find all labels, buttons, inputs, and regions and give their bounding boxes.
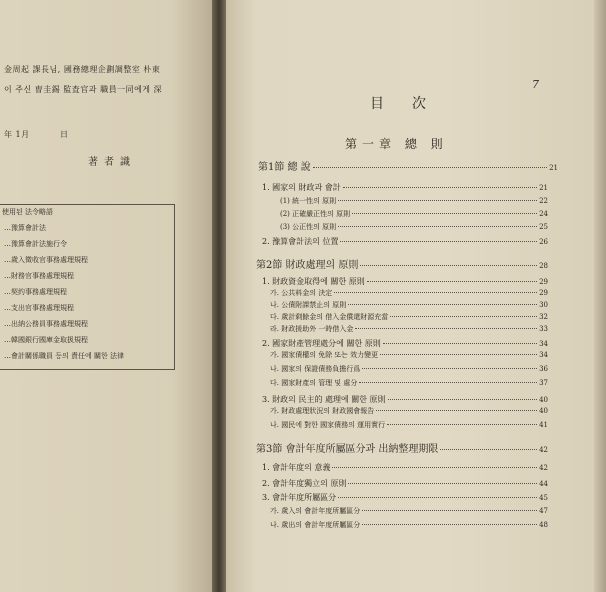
- abbreviation-item: …財務官事務處理規程: [4, 272, 74, 280]
- toc-entry-label: (2) 正確嚴正性의 原則: [280, 210, 351, 218]
- toc-entry[interactable]: [270, 364, 548, 374]
- toc-section-title: 第2節 財政處理의 原則: [256, 260, 359, 271]
- toc-page: 29: [539, 278, 548, 286]
- toc-entry-label: 다. 歲計剩餘金의 借入金償還財源充當: [270, 313, 389, 321]
- toc-page: 40: [539, 407, 548, 415]
- toc-entry-label: 가. 國家債權의 免除 또는 效力變更: [270, 351, 379, 359]
- preface-line-1: 金周起 課長님, 國務總理企劃調整室 朴東: [4, 65, 161, 74]
- toc-leader: [376, 410, 537, 411]
- toc-page: 37: [539, 379, 548, 387]
- toc-entry-label: 나. 國家의 保證債務負擔行爲: [270, 365, 361, 373]
- chapter-heading: 第一章 總 則: [345, 137, 448, 151]
- toc-entry[interactable]: [262, 276, 548, 286]
- toc-entry-label: 가. 歲入의 會計年度所屬區分: [270, 507, 361, 515]
- toc-entry[interactable]: [280, 209, 548, 219]
- toc-leader: [348, 483, 537, 484]
- abbreviation-item: …韓國銀行國庫金取扱規程: [4, 336, 88, 344]
- toc-page: 21: [539, 184, 548, 192]
- abbreviation-item: …支出官事務處理規程: [4, 304, 74, 312]
- toc-entry[interactable]: [270, 378, 548, 388]
- toc-leader: [352, 213, 537, 214]
- toc-page: 44: [539, 480, 548, 488]
- toc-entry-label: 2. 國家財產管理處分에 關한 原則: [262, 339, 381, 348]
- toc-entry[interactable]: [262, 462, 548, 472]
- toc-entry-label: (1) 統一性의 原則: [280, 197, 337, 205]
- toc-entry[interactable]: [270, 288, 548, 298]
- toc-entry-label: (3) 公正性의 原則: [280, 223, 337, 231]
- abbreviations-title: 使用된 法令略語: [2, 207, 56, 217]
- toc-page: 30: [539, 301, 548, 309]
- toc-entry-label: 2. 會計年度獨立의 原則: [262, 479, 347, 488]
- toc-leader: [362, 368, 537, 369]
- toc-page: 24: [539, 210, 548, 218]
- toc-leader: [380, 354, 537, 355]
- toc-entry-label: 1. 會計年度의 意義: [262, 463, 331, 472]
- toc-leader: [362, 524, 537, 525]
- toc-entry-label: 라. 財政援助外 一時借入金: [270, 325, 354, 333]
- toc-page: 29: [539, 289, 548, 297]
- toc-entry-label: 가. 公共料金의 決定: [270, 289, 333, 297]
- toc-page: 42: [539, 464, 548, 472]
- toc-page: 34: [539, 351, 548, 359]
- toc-leader: [343, 187, 537, 188]
- toc-page: 21: [549, 164, 558, 172]
- toc-entry[interactable]: [270, 520, 548, 530]
- toc-entry-label: 1. 財政資金取得에 關한 原則: [262, 277, 365, 286]
- toc-leader: [362, 510, 537, 511]
- toc-entry-label: 나. 公債附課禁止의 原則: [270, 301, 347, 309]
- left-page: [0, 0, 214, 592]
- toc-leader: [338, 200, 537, 201]
- page-number: 7: [532, 78, 539, 91]
- abbreviation-item: …豫算會計法: [4, 224, 46, 232]
- toc-leader: [359, 382, 537, 383]
- toc-entry[interactable]: [262, 394, 548, 404]
- toc-page: 41: [539, 421, 548, 429]
- abbreviation-item: …契約事務處理規程: [4, 288, 67, 296]
- toc-leader: [387, 424, 537, 425]
- toc-page: 32: [539, 313, 548, 321]
- toc-section-title: 第1節 總 說: [258, 162, 311, 173]
- toc-leader: [338, 497, 537, 498]
- toc-entry[interactable]: [270, 406, 548, 416]
- toc-leader: [334, 292, 537, 293]
- toc-page: 26: [539, 238, 548, 246]
- toc-leader: [355, 328, 537, 329]
- toc-entry-label: 다. 國家財產의 管理 및 處分: [270, 379, 358, 387]
- toc-entry[interactable]: [270, 300, 548, 310]
- toc-entry[interactable]: [280, 222, 548, 232]
- toc-section[interactable]: [256, 440, 548, 455]
- toc-entry[interactable]: [270, 312, 548, 322]
- abbreviations-box: [0, 204, 175, 370]
- toc-section[interactable]: [256, 256, 548, 271]
- toc-entry-label: 3. 會計年度所屬區分: [262, 493, 337, 502]
- preface-line-2: 이 주신 曺圭錫 監査官과 職員一同에게 深: [4, 85, 163, 94]
- toc-entry-label: 가. 財政處理狀況의 財政國會報告: [270, 407, 375, 415]
- author-signature: 著者識: [88, 157, 136, 168]
- toc-page: 42: [539, 446, 548, 454]
- toc-entry[interactable]: [280, 196, 548, 206]
- preface-date-day: 日: [60, 130, 69, 139]
- toc-leader: [390, 316, 537, 317]
- preface-date-year: 年 1月: [4, 130, 30, 139]
- toc-page: 47: [539, 507, 548, 515]
- toc-entry[interactable]: [270, 506, 548, 516]
- toc-leader: [348, 304, 537, 305]
- toc-leader: [340, 241, 537, 242]
- toc-leader: [367, 281, 537, 282]
- toc-entry[interactable]: [262, 478, 548, 488]
- toc-title: 目次: [370, 96, 454, 112]
- toc-page: 33: [539, 325, 548, 333]
- toc-entry[interactable]: [262, 182, 548, 192]
- toc-entry-label: 1. 國家의 財政과 會計: [262, 183, 341, 192]
- toc-leader: [360, 265, 537, 266]
- toc-leader: [388, 399, 538, 400]
- toc-leader: [313, 167, 547, 168]
- toc-entry[interactable]: [262, 338, 548, 348]
- toc-entry[interactable]: [262, 236, 548, 246]
- toc-entry[interactable]: [270, 420, 548, 430]
- abbreviation-item: …會計關係職員 등의 責任에 關한 法律: [4, 352, 124, 360]
- toc-entry-label: 3. 財政의 民主的 處理에 關한 原則: [262, 395, 386, 404]
- toc-section-title: 第3節 會計年度所屬區分과 出納整理期限: [256, 444, 439, 455]
- toc-leader: [338, 226, 537, 227]
- toc-page: 25: [539, 223, 548, 231]
- toc-page: 45: [539, 494, 548, 502]
- toc-entry-label: 2. 豫算會計法의 位置: [262, 237, 339, 246]
- toc-page: 28: [539, 262, 548, 270]
- toc-entry-label: 나. 歲出의 會計年度所屬區分: [270, 521, 361, 529]
- abbreviation-item: …出納公務員事務處理規程: [4, 320, 88, 328]
- abbreviation-item: …歲入徵收官事務處理規程: [4, 256, 88, 264]
- toc-page: 36: [539, 365, 548, 373]
- toc-entry-label: 나. 國民에 對한 國家債務의 運用實行: [270, 421, 386, 429]
- abbreviation-item: …豫算會計法施行令: [4, 240, 67, 248]
- toc-entry[interactable]: [270, 324, 548, 334]
- toc-section[interactable]: [258, 158, 558, 173]
- toc-leader: [332, 467, 537, 468]
- toc-leader: [440, 449, 537, 450]
- toc-page: 48: [539, 521, 548, 529]
- toc-page: 40: [539, 396, 548, 404]
- toc-entry[interactable]: [270, 350, 548, 360]
- toc-leader: [383, 343, 537, 344]
- toc-page: 34: [539, 340, 548, 348]
- toc-page: 22: [539, 197, 548, 205]
- toc-entry[interactable]: [262, 492, 548, 502]
- page-edge: [594, 0, 606, 592]
